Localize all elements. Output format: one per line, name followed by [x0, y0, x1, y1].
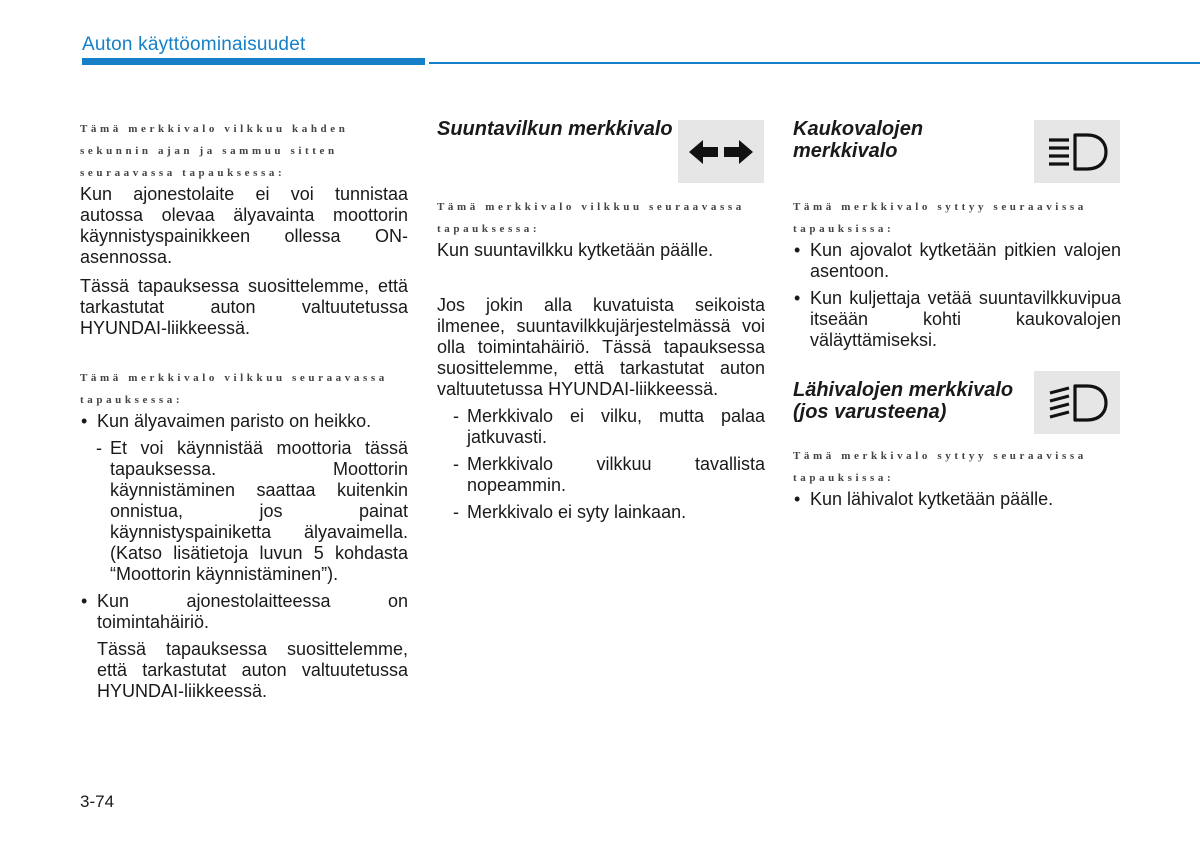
turn-signal-arrows-icon [678, 120, 764, 183]
page-number: 3-74 [80, 792, 115, 811]
header-bar-thin [429, 62, 1200, 64]
spaced-note: Tämä merkkivalo syttyy seuraavissa tapauksissa: [793, 450, 1087, 484]
spaced-note: Tämä merkkivalo syttyy seuraavissa tapauksissa: [793, 201, 1087, 235]
dash-item: - Merkkivalo ei vilku, mutta palaa jatkuvasti. [453, 406, 765, 447]
list-item: • Kun lähivalot kytketään päälle. [793, 489, 1121, 510]
list-item: • Kun ajovalot kytketään pitkien valojen asentoon. [793, 240, 1121, 282]
column-1 [80, 118, 408, 702]
spaced-note: Tämä merkkivalo vilkkuu kahden sekunnin ajan ja sammuu sitten seuraavassa tapauksessa: [80, 123, 349, 179]
spaced-note: Tämä merkkivalo vilkkuu seuraavassa tapauksessa: [80, 372, 388, 406]
section-title: Lähivalojen merkkivalo (jos varusteena) [793, 379, 1014, 423]
list-item: • Kun älyavaimen paristo on heikko. [80, 411, 408, 432]
dash-text: Et voi käynnistää moottoria tässä tapauksessa. Moottorin käynnistäminen saattaa kuitenkin onnistua, jos painat käynnistyspainiketta älyavaimella. (Katso lisätietoja luvun 5 kohdasta “Moottorin käynnistäminen”). [110, 438, 408, 584]
bullet-list [80, 411, 408, 432]
paragraph: Tässä tapauksessa suosittelemme, että tarkastutat auton valtuutetussa HYUNDAI-liikkeessä. [80, 276, 408, 338]
dash-text: Merkkivalo ei syty lainkaan. [467, 502, 687, 522]
dash-item: - Merkkivalo vilkkuu tavallista nopeammin. [453, 454, 765, 495]
list-item: • Kun ajonestolaitteessa on toimintahäiriö. [80, 591, 408, 633]
paragraph: Jos jokin alla kuvatuista seikoista ilmenee, suuntavilkkujärjestelmässä voi olla toimintahäiriö. Tässä tapauksessa suosittelemme, että tarkastutat auton valtuutetussa HYUNDAI-liikkeessä. [437, 295, 765, 399]
column-2 [437, 118, 765, 529]
list-item: • Kun kuljettaja vetää suuntavilkkuvipua itseään kohti kaukovalojen väläyttämiseksi. [793, 288, 1121, 351]
bullet-list [793, 489, 1121, 510]
section-title: Suuntavilkun merkkivalo [437, 118, 673, 140]
bullet-list [80, 591, 408, 633]
spaced-note: Tämä merkkivalo vilkkuu seuraavassa tapauksessa: [437, 201, 745, 235]
section-heading [437, 118, 765, 184]
dash-item: - Merkkivalo ei syty lainkaan. [453, 502, 687, 522]
section-title: Kaukovalojen merkkivalo [793, 118, 924, 162]
paragraph: Tässä tapauksessa suosittelemme, että tarkastutat auton valtuutetussa HYUNDAI-liikkeessä. [97, 639, 408, 701]
header-bar-thick [82, 58, 425, 65]
section-heading [793, 379, 1121, 445]
section-heading [793, 118, 1121, 184]
column-3 [793, 118, 1121, 516]
high-beam-icon [1034, 120, 1120, 183]
bullet-list [793, 240, 1121, 351]
dash-text: Merkkivalo vilkkuu tavallista nopeammin. [467, 454, 765, 495]
dash-item: - Et voi käynnistää moottoria tässä tapauksessa. Moottorin käynnistäminen saattaa kuitenkin onnistua, jos painat käynnistyspainiketta älyavaimella. (Katso lisätietoja luvun 5 kohdasta “Moottorin käynnistäminen”). [96, 438, 408, 584]
dash-text: Merkkivalo ei vilku, mutta palaa jatkuvasti. [467, 406, 765, 447]
paragraph: Kun suuntavilkku kytketään päälle. [437, 240, 714, 260]
paragraph: Kun ajonestolaite ei voi tunnistaa autossa olevaa älyavainta moottorin käynnistyspainikkeen ollessa ON-asennossa. [80, 184, 408, 267]
low-beam-icon [1034, 371, 1120, 434]
section-header-title: Auton käyttöominaisuudet [82, 34, 306, 55]
